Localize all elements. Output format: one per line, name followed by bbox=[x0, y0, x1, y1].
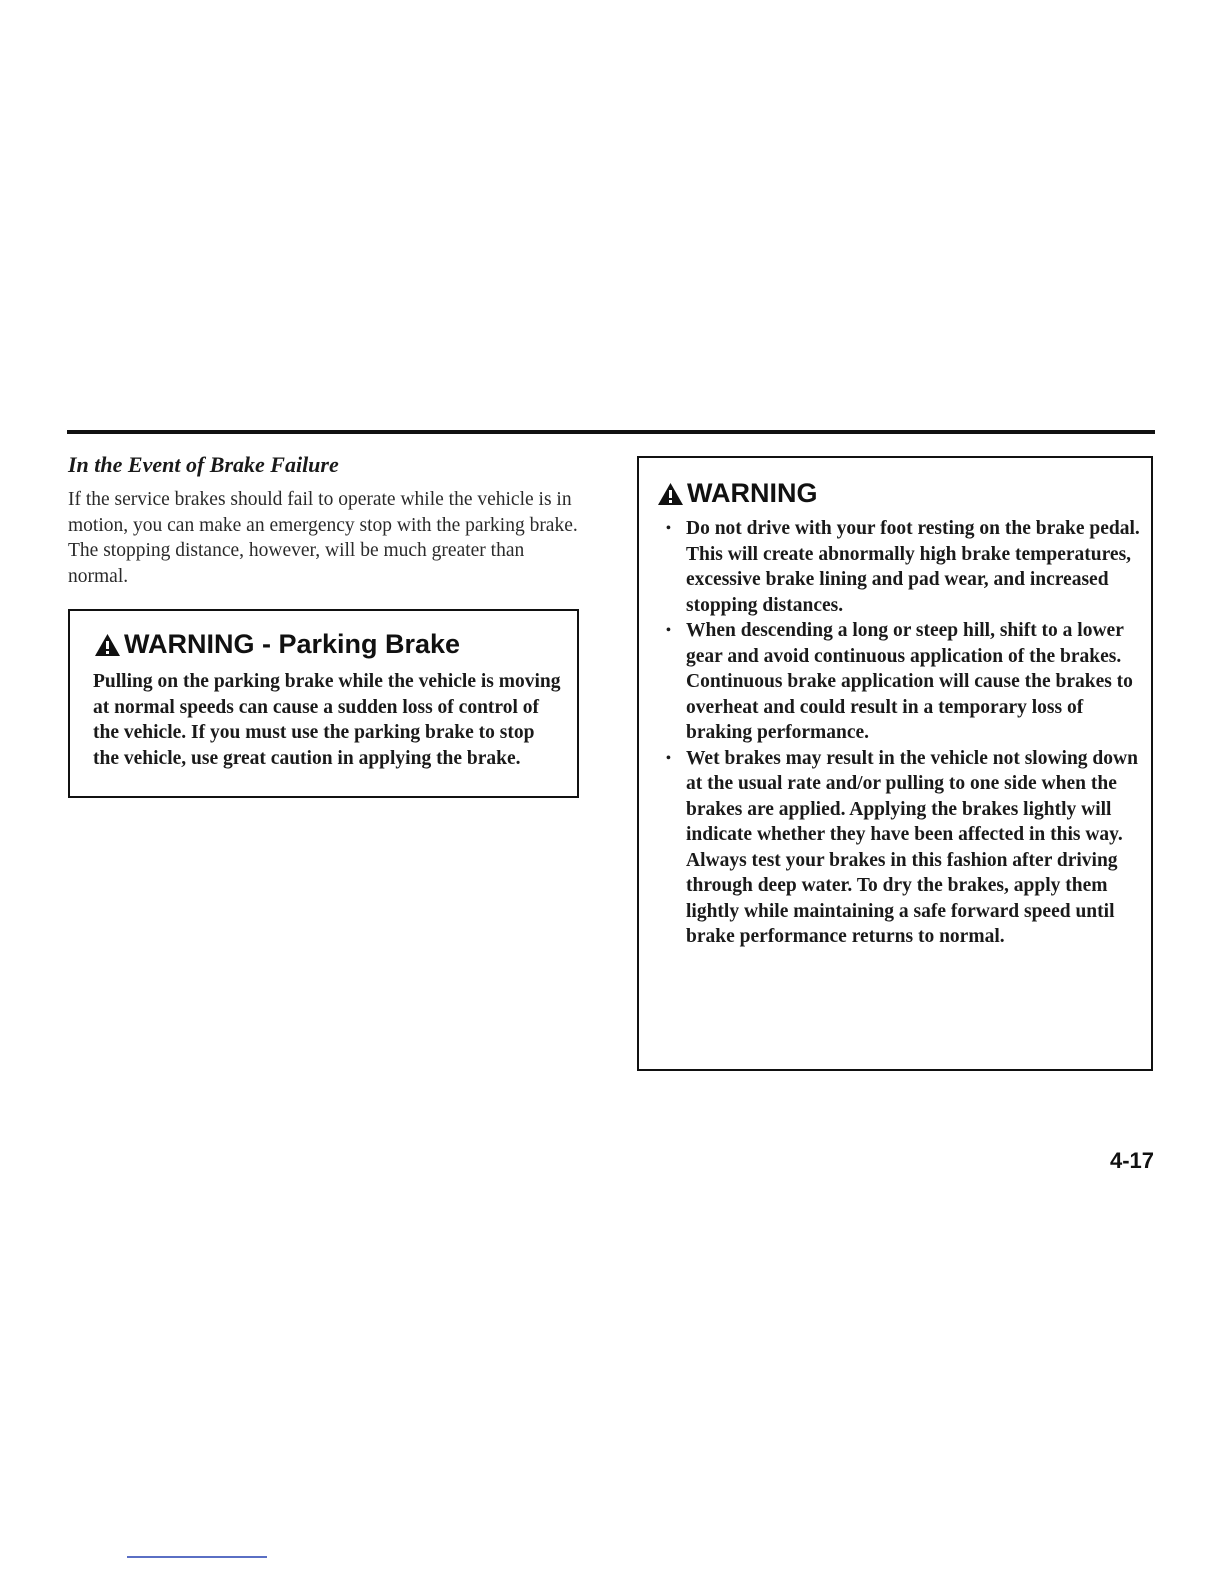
general-warning-title bbox=[657, 478, 818, 509]
bullet-text: Do not drive with your foot resting on the brake pedal. This will create abnormally high brake temperatures, excessive brake lining and pad wear, and increased stopping distances. bbox=[686, 518, 1140, 616]
list-item bbox=[651, 618, 1141, 746]
bullet-dot: • bbox=[666, 623, 671, 638]
bottom-link-rule bbox=[127, 1556, 267, 1558]
top-divider-rule bbox=[67, 430, 1155, 434]
list-item bbox=[651, 746, 1141, 950]
parking-brake-warning-box bbox=[68, 609, 579, 798]
warning-triangle-icon bbox=[94, 633, 121, 657]
page-number: 4-17 bbox=[1109, 1148, 1154, 1173]
bullet-dot: • bbox=[666, 750, 671, 766]
parking-brake-warning-title-text: WARNING - Parking Brake bbox=[124, 629, 461, 659]
bullet-text: Wet brakes may result in the vehicle not slowing down at the usual rate and/or pulling to one side when the brakes are applied. Applying the brakes lightly will indicate whether they have been affected in this way. Always test your brakes in this fashion after driving through deep water. To dry the brakes, apply them lightly while maintaining a safe forward speed until brake performance returns to normal. bbox=[686, 747, 1138, 947]
bullet-text: When descending a long or steep hill, shift to a lower gear and avoid continuous application of the brakes. Continuous brake application will cause the brakes to overheat and could result in a temporary loss of braking performance. bbox=[686, 620, 1133, 743]
parking-brake-warning-body: Pulling on the parking brake while the vehicle is moving at normal speeds can cause a sudden loss of control of the vehicle. If you must use the parking brake to stop the vehicle, use great caution in applying the brake. bbox=[93, 671, 561, 769]
intro-paragraph: If the service brakes should fail to operate while the vehicle is in motion, you can make an emergency stop with the parking brake. The stopping distance, however, will be much greater than normal. bbox=[68, 489, 578, 587]
general-warning-title-text: WARNING bbox=[687, 478, 818, 508]
list-item bbox=[651, 516, 1141, 618]
warning-triangle-icon bbox=[657, 482, 684, 506]
general-brake-warning-box bbox=[637, 456, 1153, 1071]
parking-brake-warning-title bbox=[94, 629, 460, 660]
bullet-dot: • bbox=[666, 521, 671, 536]
warning-bullet-list bbox=[651, 516, 1141, 950]
section-heading: In the Event of Brake Failure bbox=[68, 452, 339, 477]
